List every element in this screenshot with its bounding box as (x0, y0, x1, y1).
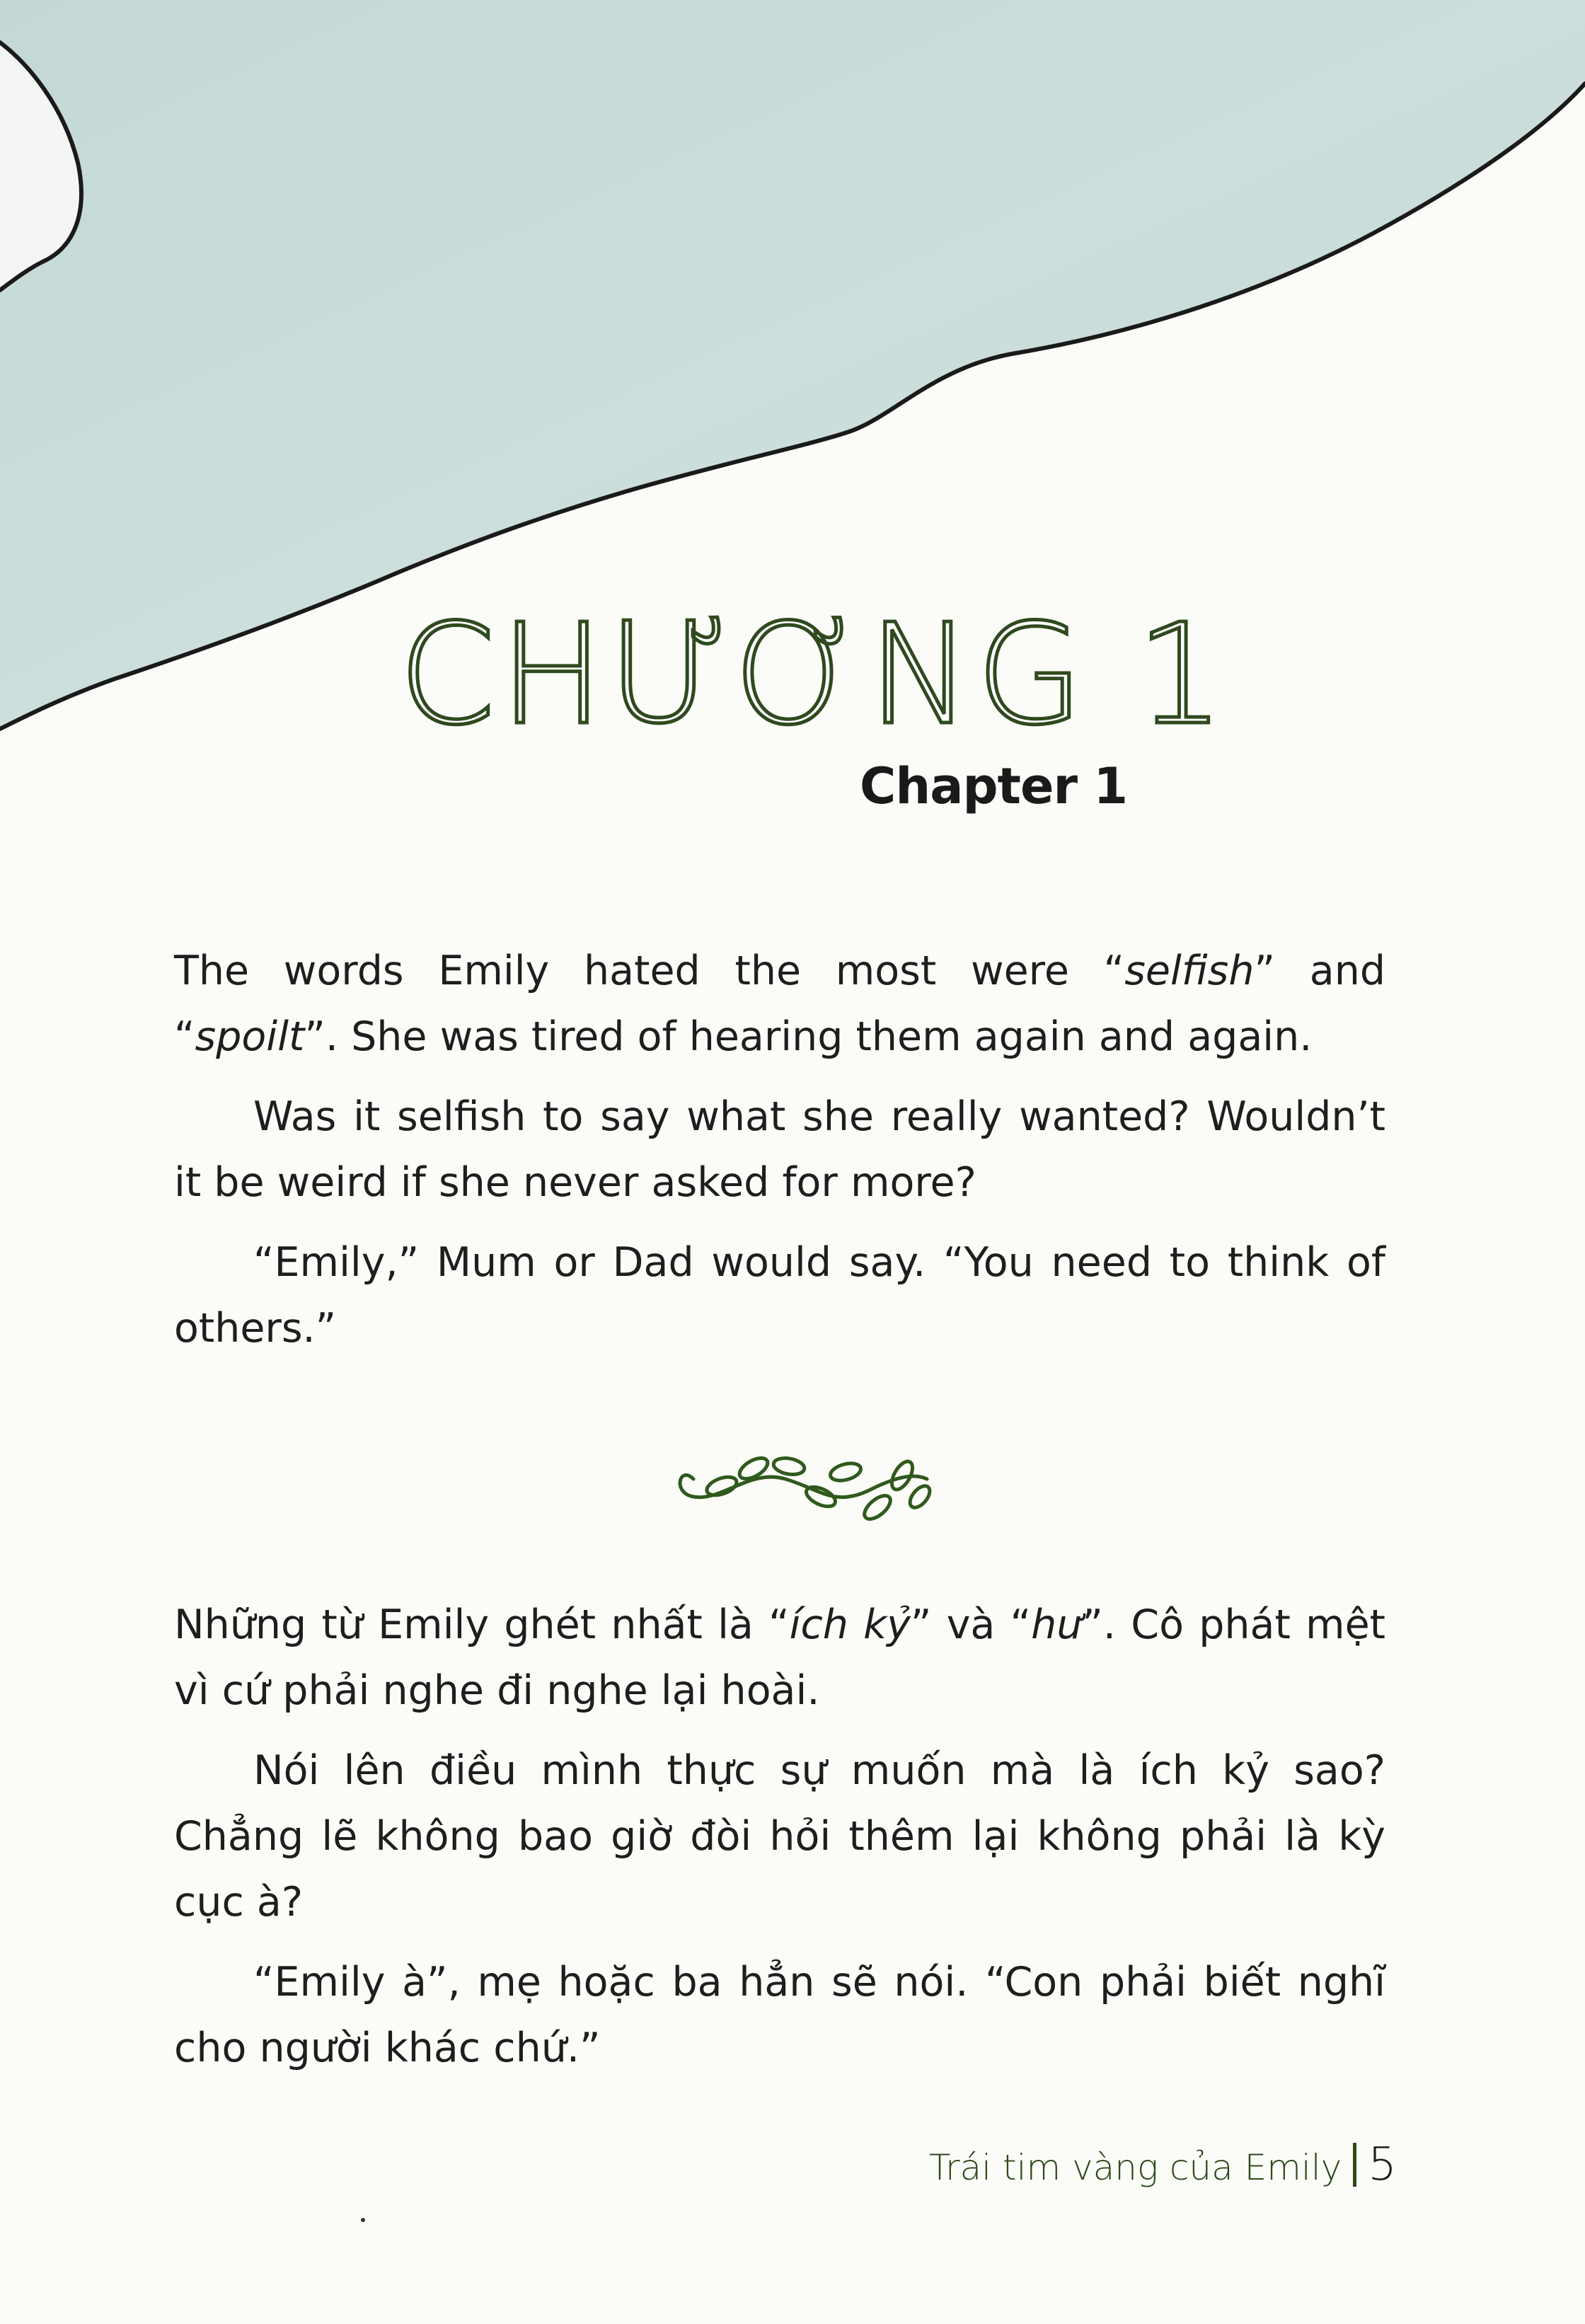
page-footer (929, 2139, 1397, 2191)
vietnamese-paragraph-2: Nói lên điều mình thực sự muốn mà là ích kỷ sao? Chẳng lẽ không bao giờ đòi hỏi thêm lại không phải là kỳ cục à? (174, 1747, 1385, 1926)
english-paragraph-2: Was it selfish to say what she really wanted? Wouldn’t it be weird if she never asked for more? (174, 1093, 1385, 1206)
chapter-title: CHƯƠNG 1 (398, 594, 1229, 756)
book-title: Trái tim vàng của Emily (928, 2147, 1342, 2188)
english-paragraph-3: “Emily,” Mum or Dad would say. “You need to think of others.” (174, 1239, 1385, 1352)
vietnamese-paragraph-1: Những từ Emily ghét nhất là “ích kỷ” và “hư”. Cô phát mệt vì cứ phải nghe đi nghe lại hoài. (174, 1601, 1385, 1714)
vine-ornament-icon (665, 1430, 948, 1536)
english-paragraph-1: The words Emily hated the most were “selfish” and “spoilt”. She was tired of hearing them again and again. (174, 948, 1385, 1060)
vietnamese-text (174, 1592, 1385, 2095)
print-speck (361, 2218, 365, 2222)
chapter-subtitle: Chapter 1 (860, 757, 1128, 815)
english-text (174, 938, 1385, 1376)
page-number: 5 (1368, 2139, 1397, 2191)
vietnamese-paragraph-3: “Emily à”, mẹ hoặc ba hẳn sẽ nói. “Con phải biết nghĩ cho người khác chứ.” (174, 1959, 1385, 2071)
footer-divider (1353, 2143, 1356, 2187)
